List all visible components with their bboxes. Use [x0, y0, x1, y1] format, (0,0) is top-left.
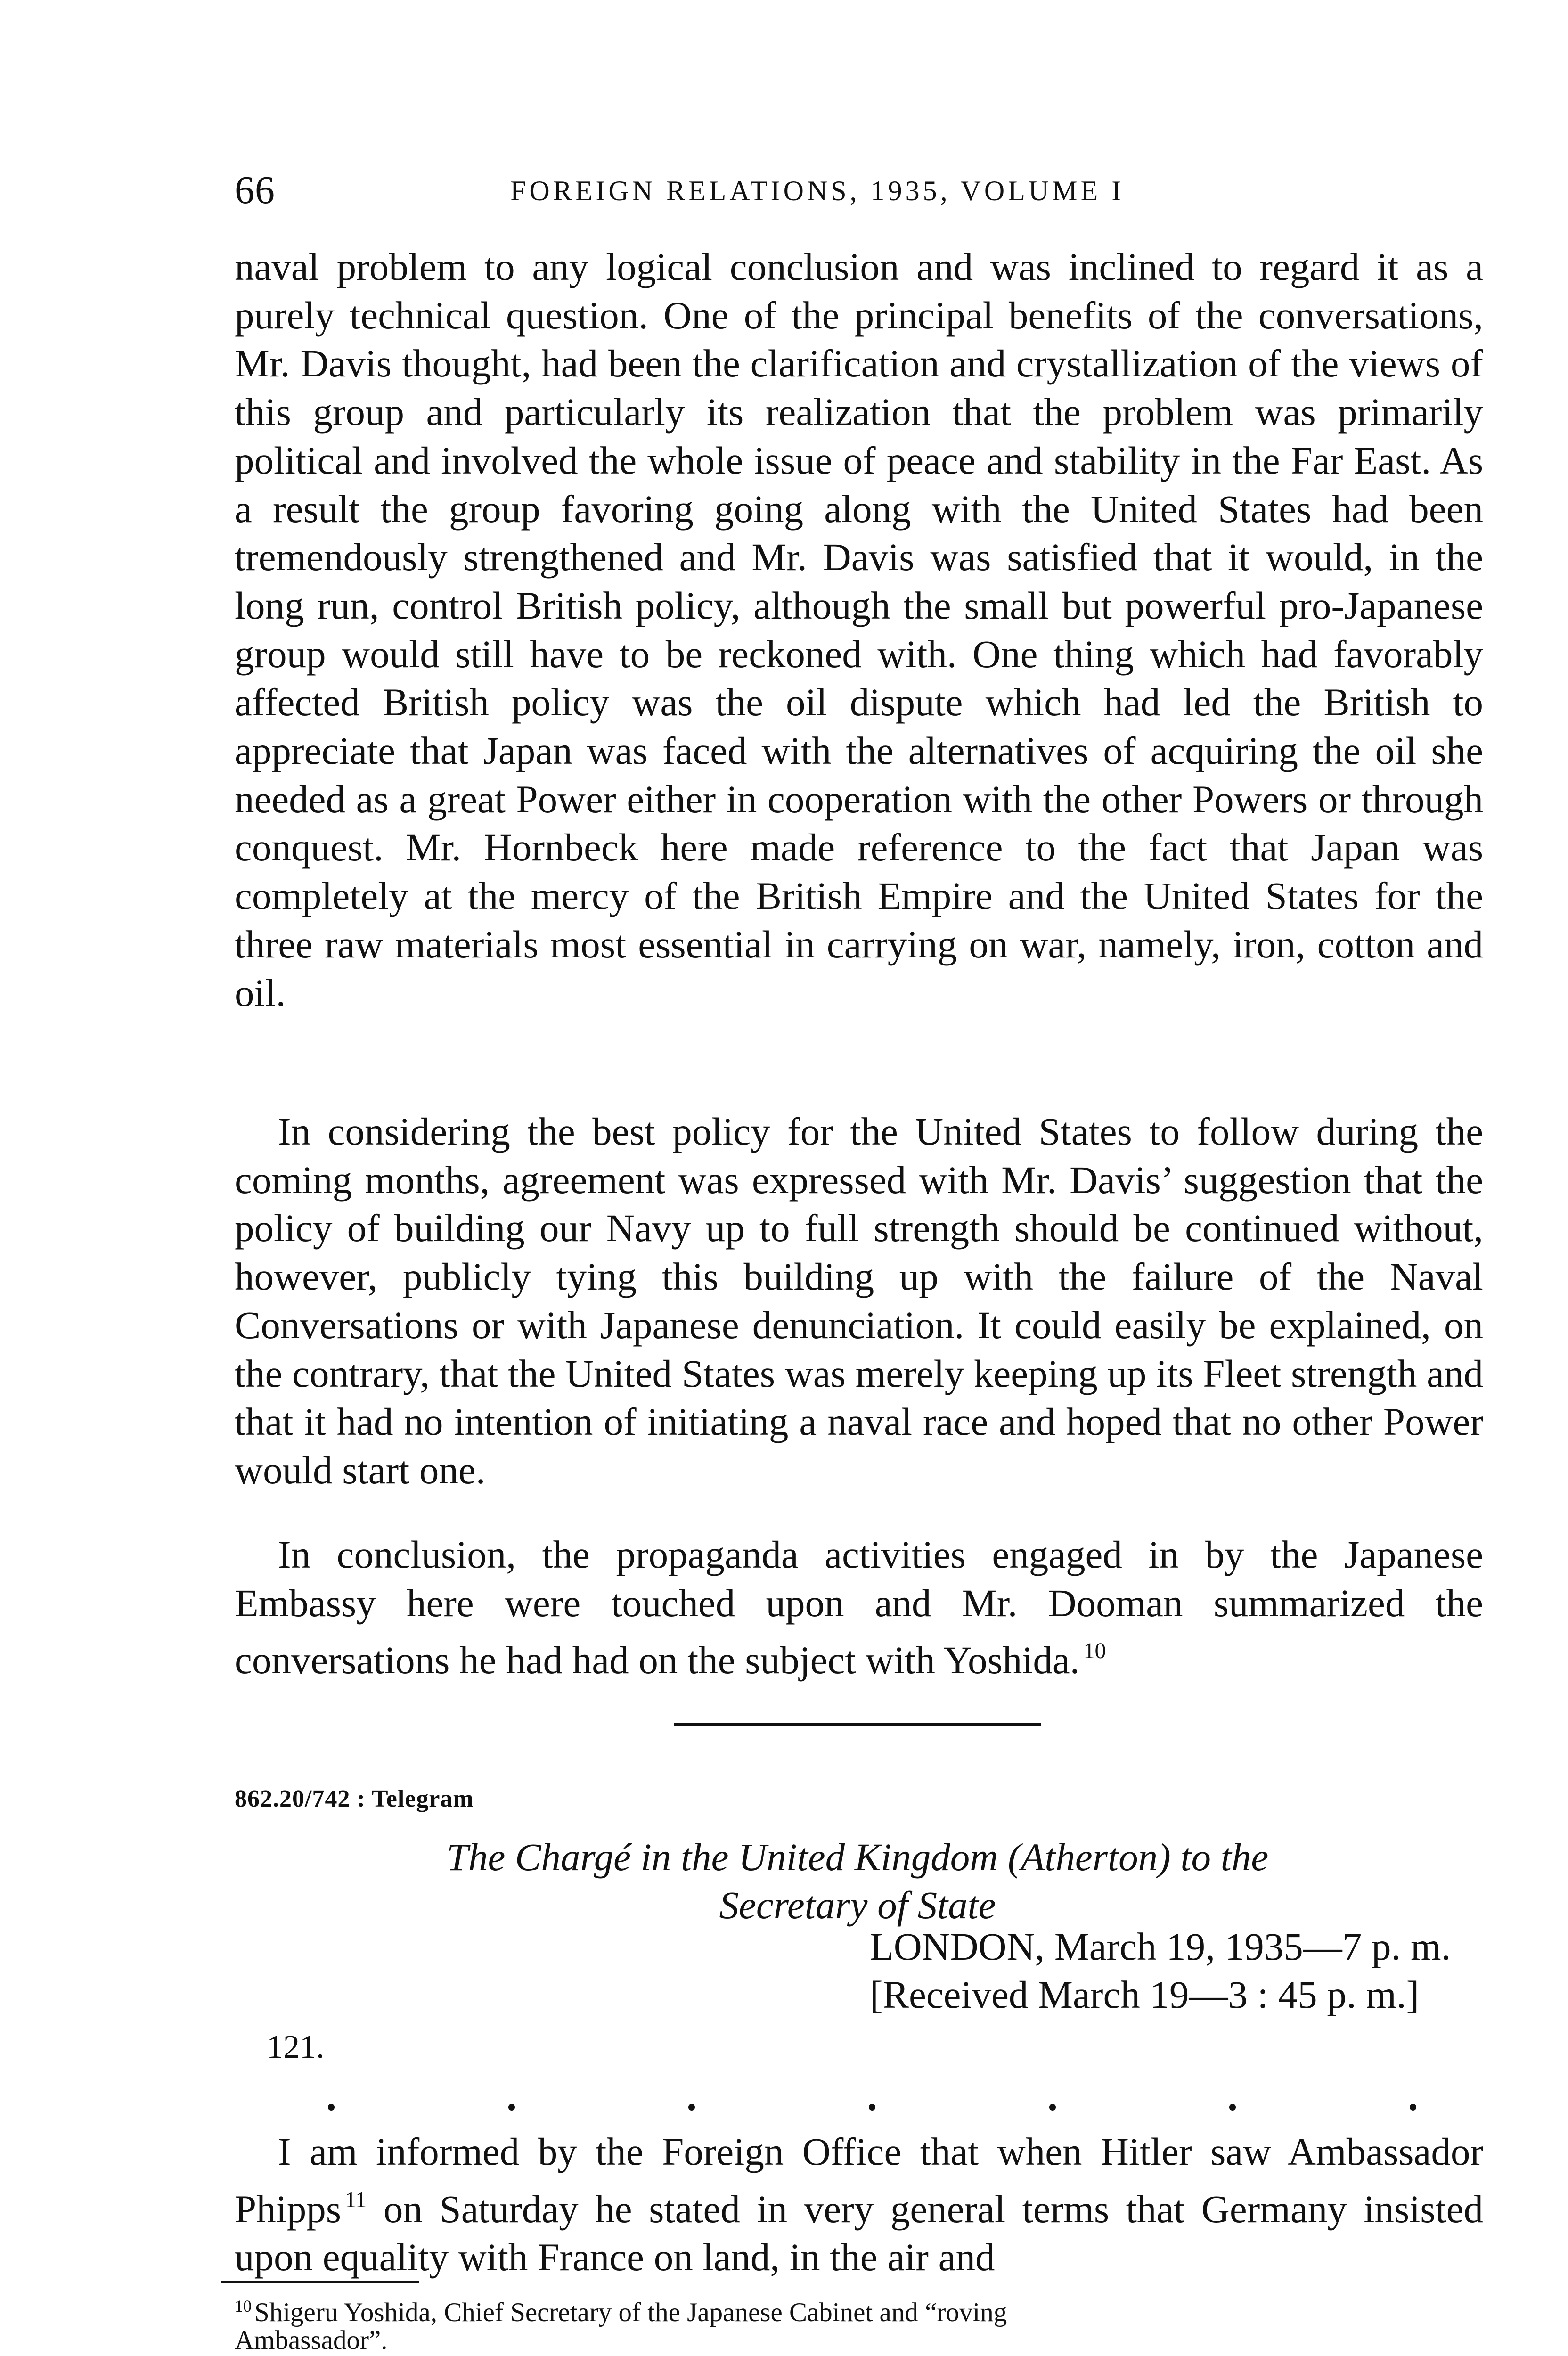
ellipsis-dot	[869, 2104, 875, 2111]
footnote-reference: 11	[345, 2187, 367, 2212]
page-header	[235, 167, 1483, 219]
footnote-text: Shigeru Yoshida, Chief Secretary of the Japanese Cabinet and “roving	[254, 2298, 1007, 2327]
footnote-line	[235, 2354, 1483, 2356]
telegram-text-start: I am informed by the Foreign Office that when Hitler saw Ambassador Phipps	[235, 2130, 1483, 2231]
footnotes	[235, 2292, 1483, 2356]
paragraph-text: In considering the best policy for the United States to follow during the coming months, agreement was expressed with Mr. Davis’ suggestion that the policy of building our Navy up to full strength should be continued without, however, publicly tying this building up with the failure of the Naval Conversations or with Japanese denunciation. It could easily be explained, on the contrary, that the United States was merely keeping up its Fleet strength and that it had no intention of initiating a naval race and hoped that no other Power would start one.	[235, 1110, 1483, 1492]
document-file-number: 862.20/742 : Telegram	[235, 1785, 474, 1812]
running-head: FOREIGN RELATIONS, 1935, VOLUME I	[510, 175, 1125, 206]
dateline	[870, 1922, 1451, 2019]
section-divider	[674, 1723, 1041, 1726]
footnote-line	[235, 2292, 1483, 2326]
footnote-reference: 10	[1083, 1638, 1106, 1664]
ellipsis-dot	[1049, 2104, 1056, 2111]
ellipsis-dot	[328, 2104, 335, 2111]
footnote-rule	[221, 2281, 419, 2283]
footnote	[235, 2354, 1483, 2356]
paragraph-text: naval problem to any logical conclusion and was inclined to regard it as a purely technical question. One of the principal benefits of the conversations, Mr. Davis thought, had been the clarification and crystallization of the views of this group and particularly its realization that the problem was primarily political and involved the whole issue of peace and stability in the Far East. As a result the group favoring going along with the United States had been tremendously strengthened and Mr. Davis was satisfied that it would, in the long run, control British policy, although the small but powerful pro-Japanese group would still have to be reckoned with. One thing which had favorably affected British policy was the oil dispute which had led the British to appreciate that Japan was faced with the alternatives of acquiring the oil she needed as a great Power either in cooperation with the other Powers or through conquest. Mr. Hornbeck here made reference to the fact that Japan was completely at the mercy of the British Empire and the United States for the three raw materials most essential in carrying on war, namely, iron, cotton and oil.	[235, 245, 1483, 1014]
footnote-line: Ambassador”.	[235, 2325, 388, 2355]
ellipsis-dot	[1229, 2104, 1236, 2111]
ellipsis-dot	[1410, 2104, 1416, 2111]
telegram-text-end: on Saturday he stated in very general terms that Germany insisted upon equality with France on land, in the air and	[235, 2187, 1483, 2279]
document-heading	[339, 1833, 1376, 1929]
policy-paragraph	[235, 1107, 1483, 1495]
telegram-number: 121.	[267, 2029, 325, 2065]
heading-line: The Chargé in the United Kingdom (Atherton) to the	[446, 1835, 1269, 1879]
paragraph-text: In conclusion, the propaganda activities engaged in by the Japanese Embassy here were touched upon and Mr. Dooman summarized the conversations he had had on the subject with Yoshida.	[235, 1533, 1483, 1682]
omission-ellipsis	[328, 2104, 1416, 2111]
footnote	[235, 2292, 1483, 2354]
conclusion-paragraph	[235, 1530, 1483, 1685]
page-number: 66	[235, 168, 275, 212]
received-dateline: [Received March 19—3 : 45 p. m.]	[870, 1973, 1420, 2016]
telegram-text	[235, 2127, 1483, 2282]
footnote-marker: 10	[235, 2297, 252, 2315]
heading-line: Secretary of State	[719, 1883, 996, 1927]
continued-paragraph	[235, 243, 1483, 1017]
sent-dateline: LONDON, March 19, 1935—7 p. m.	[870, 1925, 1451, 1968]
ellipsis-dot	[508, 2104, 515, 2111]
ellipsis-dot	[688, 2104, 695, 2111]
